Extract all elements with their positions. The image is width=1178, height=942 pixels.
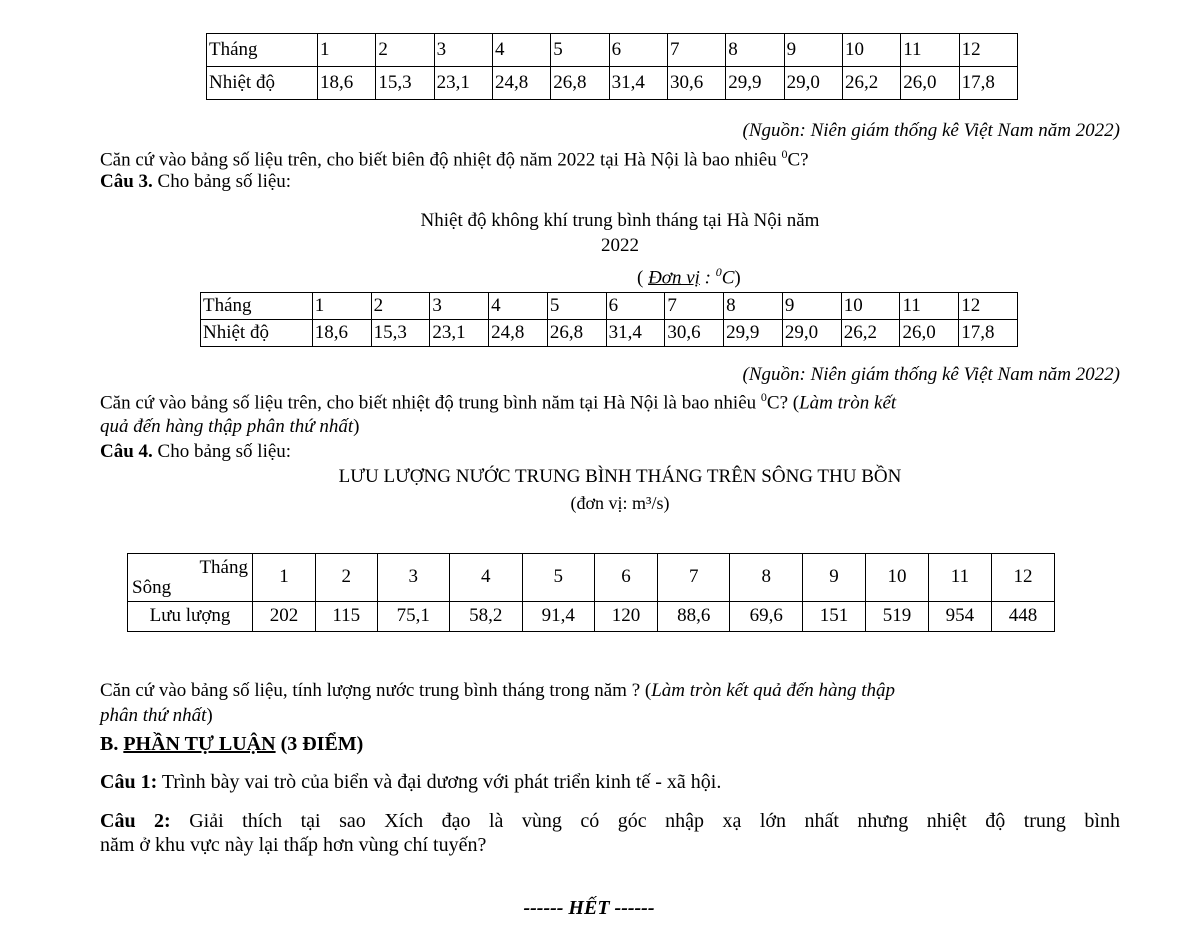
table-cell: 30,6 — [665, 320, 724, 347]
table-header-cell: 6 — [595, 554, 658, 602]
table-cell: 15,3 — [371, 320, 430, 347]
table-corner-cell: Tháng Sông — [128, 554, 253, 602]
table-row — [201, 320, 1018, 347]
table-cell: Tháng — [207, 34, 318, 67]
table-cell: 4 — [492, 34, 550, 67]
table-cell: 30,6 — [667, 67, 725, 100]
table-cell: 448 — [991, 602, 1054, 632]
essay-question-2: Câu 2: Giải thích tại sao Xích đạo là vùng có góc nhập xạ lớn nhất nhưng nhiệt độ trung bình năm ở khu vực này lại thấp hơn vùng chí tuyến? — [100, 810, 1120, 856]
table-header-cell: 8 — [730, 554, 802, 602]
table-cell: 18,6 — [312, 320, 371, 347]
table-2-unit: ( Đơn vị : $^0$C) — [637, 265, 741, 289]
table-cell: 9 — [782, 293, 841, 320]
table-header-cell: 4 — [450, 554, 522, 602]
table-cell: 2 — [371, 293, 430, 320]
table-cell: 23,1 — [430, 320, 489, 347]
table-cell: 29,9 — [726, 67, 784, 100]
flow-rate-table — [127, 553, 1055, 632]
row-label-cell: Lưu lượng — [128, 602, 253, 632]
table-cell: 24,8 — [492, 67, 550, 100]
question-2-text: Căn cứ vào bảng số liệu trên, cho biết biên độ nhiệt độ năm 2022 tại Hà Nội là bao nhiêu $^0$C? — [100, 147, 809, 171]
table-header-cell: 12 — [991, 554, 1054, 602]
table-cell: 4 — [489, 293, 548, 320]
table-header-cell: 10 — [865, 554, 928, 602]
part-b-heading: B. PHẦN TỰ LUẬN (3 ĐIỂM) — [100, 733, 364, 755]
table-cell: 29,0 — [782, 320, 841, 347]
essay-question-1: Câu 1: Trình bày vai trò của biển và đại dương với phát triển kinh tế - xã hội. — [100, 771, 722, 793]
question-3-heading: Câu 3. Cho bảng số liệu: — [100, 171, 292, 192]
table-cell: 115 — [315, 602, 377, 632]
table-cell: 15,3 — [376, 67, 434, 100]
table-cell: 29,0 — [784, 67, 842, 100]
table-header-cell: 1 — [253, 554, 316, 602]
table-cell: 26,2 — [842, 67, 900, 100]
table-header-row — [128, 554, 1055, 602]
table-cell: 5 — [547, 293, 606, 320]
table-cell: 26,2 — [841, 320, 900, 347]
question-3-text: Căn cứ vào bảng số liệu trên, cho biết nhiệt độ trung bình năm tại Hà Nội là bao nhiêu $^0$C? (Làm tròn kết — [100, 390, 897, 414]
table-header-cell: 2 — [315, 554, 377, 602]
table-cell: Nhiệt độ — [207, 67, 318, 100]
table-cell: 1 — [317, 34, 375, 67]
end-marker: ------ HẾT ------ — [523, 897, 655, 919]
table-cell: 26,8 — [551, 67, 609, 100]
table-cell: 6 — [609, 34, 667, 67]
table-cell: 12 — [959, 293, 1018, 320]
temperature-table-2 — [200, 292, 1018, 347]
table-cell: 26,0 — [900, 320, 959, 347]
table-header-cell: 11 — [928, 554, 991, 602]
table-cell: 23,1 — [434, 67, 492, 100]
table-header-row — [207, 34, 1018, 67]
table-header-cell: 9 — [802, 554, 865, 602]
table-cell: 954 — [928, 602, 991, 632]
table-cell: 2 — [376, 34, 434, 67]
table-cell: 8 — [724, 293, 783, 320]
table-cell: 10 — [841, 293, 900, 320]
table-cell: 11 — [900, 293, 959, 320]
table-header-cell: 7 — [658, 554, 730, 602]
table-cell: 151 — [802, 602, 865, 632]
table-header-cell: 3 — [377, 554, 449, 602]
table-cell: 26,8 — [547, 320, 606, 347]
table-row — [207, 67, 1018, 100]
table-cell: 88,6 — [658, 602, 730, 632]
table-cell: 8 — [726, 34, 784, 67]
table-cell: Tháng — [201, 293, 313, 320]
question-4-text-line2: phân thứ nhất) — [100, 705, 213, 726]
table-cell: 6 — [606, 293, 665, 320]
table-cell: 3 — [434, 34, 492, 67]
table-cell: 519 — [865, 602, 928, 632]
table-cell: 12 — [959, 34, 1017, 67]
table-cell: 9 — [784, 34, 842, 67]
table-cell: 10 — [842, 34, 900, 67]
question-4-heading: Câu 4. Cho bảng số liệu: — [100, 441, 292, 462]
table-cell: 120 — [595, 602, 658, 632]
table-cell: 5 — [551, 34, 609, 67]
question-4-text: Căn cứ vào bảng số liệu, tính lượng nước trung bình tháng trong năm ? (Làm tròn kết quả đến hàng thập — [100, 680, 896, 701]
table-row — [128, 602, 1055, 632]
table-cell: 75,1 — [377, 602, 449, 632]
table-cell: 1 — [312, 293, 371, 320]
table-cell: 26,0 — [901, 67, 959, 100]
table-cell: 31,4 — [606, 320, 665, 347]
table-cell: 69,6 — [730, 602, 802, 632]
table-cell: 11 — [901, 34, 959, 67]
table-cell: Nhiệt độ — [201, 320, 313, 347]
table-cell: 18,6 — [317, 67, 375, 100]
table-cell: 3 — [430, 293, 489, 320]
table-3-title: LƯU LƯỢNG NƯỚC TRUNG BÌNH THÁNG TRÊN SÔNG THU BỒN (đơn vị: m³/s) — [338, 466, 902, 513]
table-cell: 24,8 — [489, 320, 548, 347]
table-cell: 29,9 — [724, 320, 783, 347]
source-note-1: (Nguồn: Niên giám thống kê Việt Nam năm 2022) — [742, 120, 1120, 141]
table-2-title: Nhiệt độ không khí trung bình tháng tại Hà Nội năm 2022 — [420, 210, 820, 256]
table-cell: 58,2 — [450, 602, 522, 632]
question-3-text-line2: quả đến hàng thập phân thứ nhất) — [100, 416, 360, 437]
table-header-row — [201, 293, 1018, 320]
table-cell: 7 — [667, 34, 725, 67]
table-header-cell: 5 — [522, 554, 594, 602]
temperature-table-1 — [206, 33, 1018, 100]
table-cell: 17,8 — [959, 67, 1017, 100]
table-cell: 17,8 — [959, 320, 1018, 347]
table-cell: 91,4 — [522, 602, 594, 632]
source-note-2: (Nguồn: Niên giám thống kê Việt Nam năm 2022) — [742, 364, 1120, 385]
table-cell: 7 — [665, 293, 724, 320]
table-cell: 31,4 — [609, 67, 667, 100]
table-cell: 202 — [253, 602, 316, 632]
